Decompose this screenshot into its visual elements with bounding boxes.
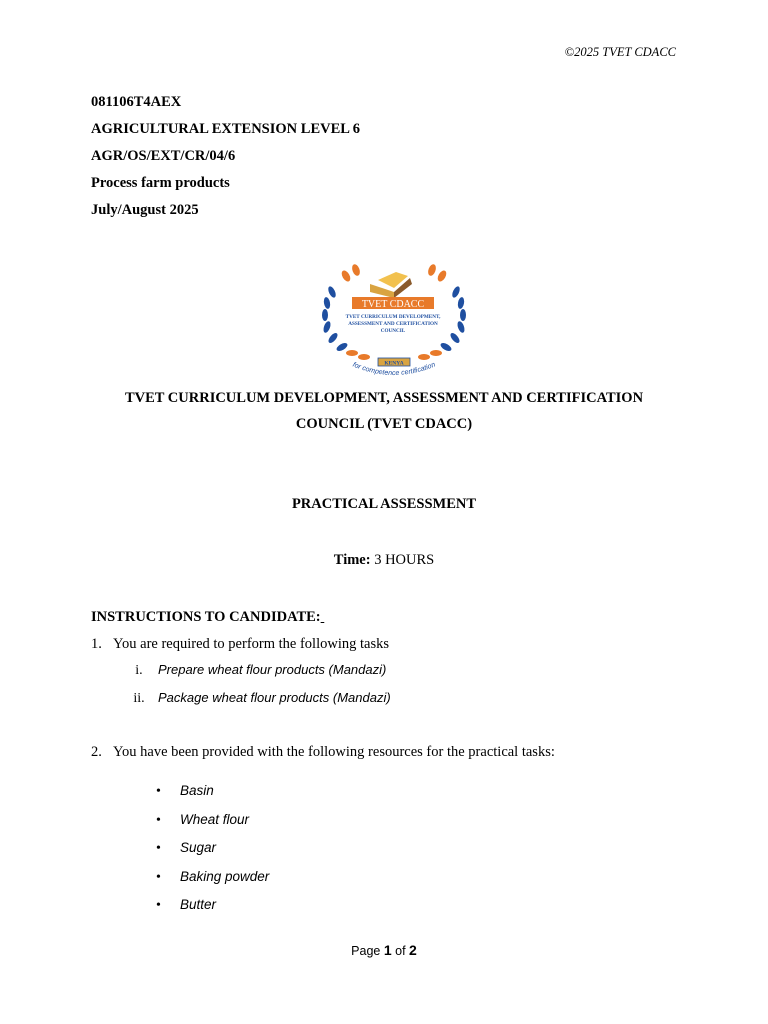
bullet-icon: •: [156, 898, 161, 913]
page-total: 2: [409, 942, 417, 958]
resource-text: Butter: [180, 897, 217, 912]
bullet-icon: •: [156, 869, 161, 885]
exam-date: July/August 2025: [91, 202, 199, 218]
resources-list: [156, 781, 269, 924]
exam-metadata: [91, 93, 360, 228]
bullet-icon: •: [156, 841, 161, 856]
instruction-item-1: [91, 636, 389, 653]
unit-title: Process farm products: [91, 175, 230, 191]
tvet-cdacc-logo: [318, 262, 470, 382]
bullet-icon: •: [156, 784, 161, 799]
logo-country: KENYA: [384, 360, 404, 367]
task-number: ii.: [133, 691, 145, 706]
of-label: of: [395, 944, 406, 958]
council-name-line1: TVET CURRICULUM DEVELOPMENT, ASSESSMENT AND CERTIFICATION: [124, 390, 644, 406]
list-item: [156, 867, 269, 896]
instructions-title: [91, 609, 324, 626]
time-value: 3 HOURS: [374, 552, 435, 568]
bullet-icon: •: [156, 812, 161, 828]
paper-code: 081106T4AEX: [91, 94, 182, 110]
book-emblem-icon: [370, 272, 412, 298]
instruction-number: 2.: [91, 744, 102, 760]
instruction-text: You have been provided with the following resources for the practical tasks:: [113, 744, 555, 760]
logo-name-line1: TVET CURRICULUM DEVELOPMENT,: [345, 314, 441, 320]
list-item: [156, 838, 269, 867]
instruction-text: You are required to perform the following tasks: [113, 636, 389, 652]
resource-text: Wheat flour: [180, 811, 250, 827]
page-label: Page: [351, 944, 381, 958]
course-title: AGRICULTURAL EXTENSION LEVEL 6: [91, 121, 361, 137]
time-allowed: [0, 552, 768, 569]
task-text: Package wheat flour products (Mandazi): [158, 690, 391, 705]
unit-code: AGR/OS/EXT/CR/04/6: [91, 148, 236, 164]
task-number: i.: [135, 663, 143, 678]
wreath-right: [439, 285, 466, 352]
task-text: Prepare wheat flour products (Mandazi): [158, 662, 387, 677]
council-name-line2: COUNCIL (TVET CDACC): [295, 416, 473, 432]
resource-text: Baking powder: [180, 868, 270, 884]
page-footer: [0, 942, 768, 958]
task-item: [120, 662, 386, 679]
logo-name-line3: COUNCIL: [380, 328, 406, 334]
list-item: [156, 781, 269, 810]
list-item: [156, 810, 269, 839]
time-label: Time:: [333, 552, 371, 568]
council-name: [100, 385, 668, 437]
logo-motto: for competence certification: [351, 361, 437, 378]
list-item: [156, 895, 269, 924]
resource-text: Sugar: [180, 840, 217, 855]
task-item: [120, 690, 391, 707]
instruction-number: 1.: [91, 636, 102, 652]
logo-acronym: TVET CDACC: [361, 299, 425, 310]
logo-name-line2: ASSESSMENT AND CERTIFICATION: [348, 321, 438, 327]
resource-text: Basin: [180, 783, 214, 798]
assessment-title: PRACTICAL ASSESSMENT: [291, 496, 477, 512]
instruction-item-2: [91, 744, 555, 761]
instructions-title-text: INSTRUCTIONS TO CANDIDATE:: [91, 609, 321, 625]
copyright-header: ©2025 TVET CDACC: [564, 45, 676, 59]
page-number: 1: [383, 942, 392, 958]
